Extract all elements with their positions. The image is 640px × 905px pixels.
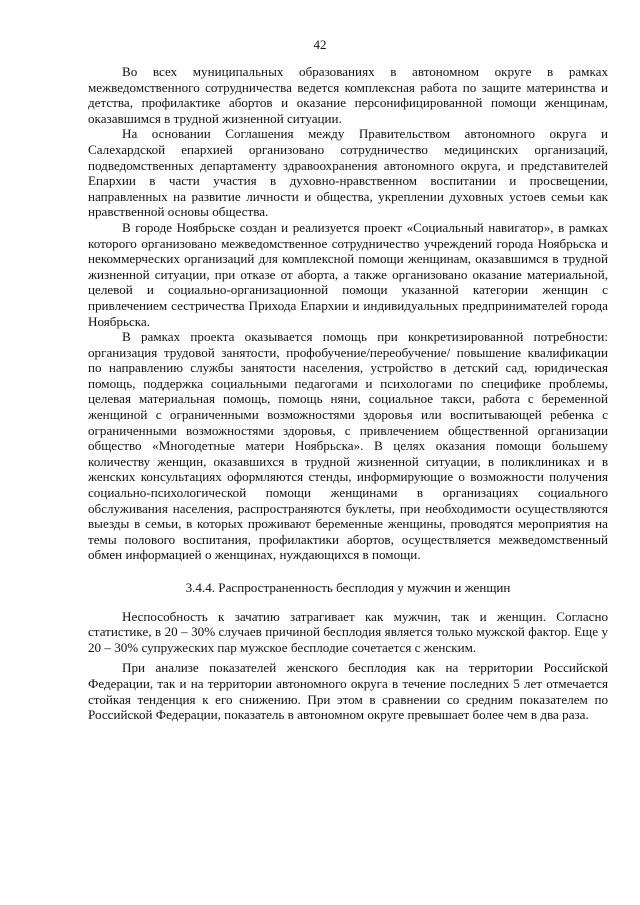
paragraph-infertility-analysis: При анализе показателей женского бесплодия как на территории Российской Федерации, так и на территории автономного округа в течение последних 5 лет отмечается стойкая тенденция к его снижению. При этом в сравнении со средним показателем по Российской Федерации, показатель в автономном округе превышает более чем в два раза. [88,660,608,723]
page-content [88,64,608,723]
page-number: 42 [313,37,327,52]
paragraph-project-assistance: В рамках проекта оказывается помощь при конкретизированной потребности: организация трудовой занятости, профобучение/переобучение/ повышение квалификации по направлению службы занятости населения, устройство в детский сад, юридическая помощь, поддержка социальными педагогами и психологами по специфике проблемы, целевая материальная помощь, помощь няни, социальное такси, работа с беременной женщиной с ограниченными возможностями здоровья или воспитывающей ребенка с ограниченными возможностями здоровья, с привлечением общественной организации общество «Многодетные матери Ноябрьска». В целях оказания помощи большему количеству женщин, оказавшихся в трудной жизненной ситуации, в поликлиниках и в женских консультациях оформляются стенды, информирующие о возможности получения социально-психологической помощи женщинами в организациях социального обслуживания населения, распространяются буклеты, при необходимости осуществляются выезды в семьи, в которых проживают беременные женщины, проводятся мероприятия на темы полового воспитания, профилактики абортов, осуществляется межведомственный обмен информацией о женщинах, нуждающихся в помощи. [88,329,608,563]
paragraph-maternity-protection: Во всех муниципальных образованиях в автономном округе в рамках межведомственного сотрудничества ведется комплексная работа по защите материнства и детства, профилактике абортов и оказание персонифицированной помощи женщинам, оказавшимся в трудной жизненной ситуации. [88,64,608,126]
paragraph-social-navigator: В городе Ноябрьске создан и реализуется проект «Социальный навигатор», в рамках которого организовано межведомственное сотрудничество учреждений города Ноябрьска и некоммерческих организаций для комплексной помощи женщинам, оказавшимся в трудной жизненной ситуации, при отказе от аборта, а также организовано оказание материальной, целевой и социально-организационной помощи указанной категории женщин с привлечением сестричества Прихода Епархии и индивидуальных предпринимателей города Ноябрьска. [88,219,608,329]
paragraph-eparchy-agreement: На основании Соглашения между Правительством автономного округа и Салехардской епархией организовано сотрудничество медицинских организаций, подведомственных департаменту здравоохранения автономного округа, и представителей Епархии в части участия в духовно-нравственном воспитании и просвещении, направленных на развитие личности и общества, укреплении духовных устоев семьи как нравственной основы общества. [88,126,608,220]
paragraph-infertility-statistics: Неспособность к зачатию затрагивает как мужчин, так и женщин. Согласно статистике, в 20 – 30% случаев причиной бесплодия является только мужской фактор. Еще у 20 – 30% супружеских пар мужское бесплодие сочетается с женским. [88,608,608,655]
section-heading: 3.4.4. Распространенность бесплодия у мужчин и женщин [185,580,511,595]
